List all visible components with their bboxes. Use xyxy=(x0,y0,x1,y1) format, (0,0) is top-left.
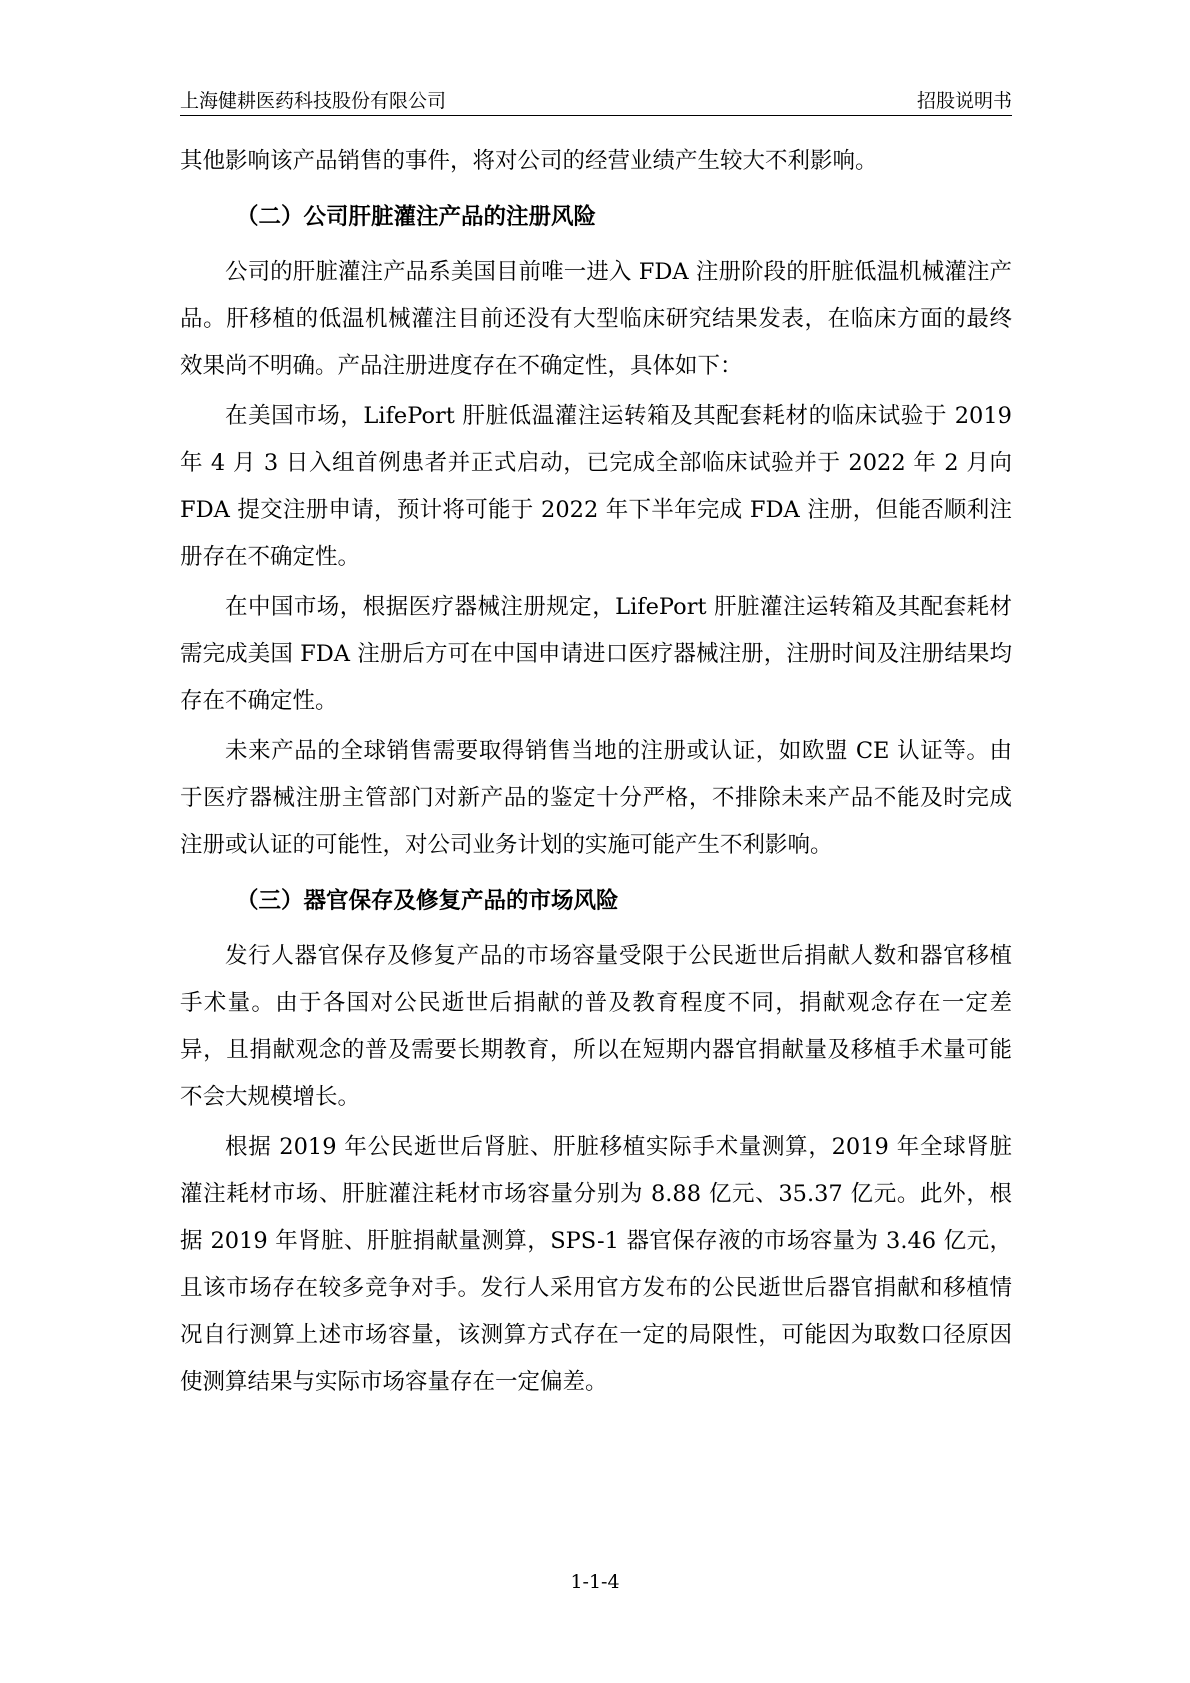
section-heading-liver-registration-risk: （二）公司肝脏灌注产品的注册风险 xyxy=(236,204,597,230)
page-number: 1-1-4 xyxy=(570,1571,620,1593)
continued-paragraph: 其他影响该产品销售的事件，将对公司的经营业绩产生较大不利影响。 xyxy=(180,148,878,174)
page-footer xyxy=(0,1570,1190,1594)
section-heading-market-risk: （三）器官保存及修复产品的市场风险 xyxy=(236,888,619,914)
page-body xyxy=(180,138,1012,1409)
header-document-type: 招股说明书 xyxy=(916,90,1012,112)
page-header xyxy=(180,84,1012,114)
paragraph-fda-registration-intro: 公司的肝脏灌注产品系美国目前唯一进入 FDA 注册阶段的肝脏低温机械灌注产品。肝移植的低温机械灌注目前还没有大型临床研究结果发表，在临床方面的最终效果尚不明确。产品注册进度存在不确定性，具体如下： xyxy=(180,259,1012,379)
paragraph-market-capacity-limit: 发行人器官保存及修复产品的市场容量受限于公民逝世后捐献人数和器官移植手术量。由于各国对公民逝世后捐献的普及教育程度不同，捐献观念存在一定差异，且捐献观念的普及需要长期教育，所以在短期内器官捐献量及移植手术量可能不会大规模增长。 xyxy=(180,943,1012,1110)
paragraph-china-market: 在中国市场，根据医疗器械注册规定，LifePort 肝脏灌注运转箱及其配套耗材需完成美国 FDA 注册后方可在中国申请进口医疗器械注册，注册时间及注册结果均存在不确定性。 xyxy=(180,594,1012,714)
paragraph-us-market: 在美国市场，LifePort 肝脏低温灌注运转箱及其配套耗材的临床试验于 2019 年 4 月 3 日入组首例患者并正式启动，已完成全部临床试验并于 2022 年 2 月向 FDA 提交注册申请，预计将可能于 2022 年下半年完成 FDA 注册，但能否顺利注册存在不确定性。 xyxy=(180,403,1012,570)
header-divider xyxy=(180,115,1012,116)
paragraph-global-certification: 未来产品的全球销售需要取得销售当地的注册或认证，如欧盟 CE 认证等。由于医疗器械注册主管部门对新产品的鉴定十分严格，不排除未来产品不能及时完成注册或认证的可能性，对公司业务计划的实施可能产生不利影响。 xyxy=(180,738,1012,858)
paragraph-market-size-estimate: 根据 2019 年公民逝世后肾脏、肝脏移植实际手术量测算，2019 年全球肾脏灌注耗材市场、肝脏灌注耗材市场容量分别为 8.88 亿元、35.37 亿元。此外，根据 2019 年肾脏、肝脏捐献量测算，SPS-1 器官保存液的市场容量为 3.46 亿元，且该市场存在较多竞争对手。发行人采用官方发布的公民逝世后器官捐献和移植情况自行测算上述市场容量，该测算方式存在一定的局限性，可能因为取数口径原因使测算结果与实际市场容量存在一定偏差。 xyxy=(180,1134,1012,1395)
header-company-name: 上海健耕医药科技股份有限公司 xyxy=(180,90,447,112)
